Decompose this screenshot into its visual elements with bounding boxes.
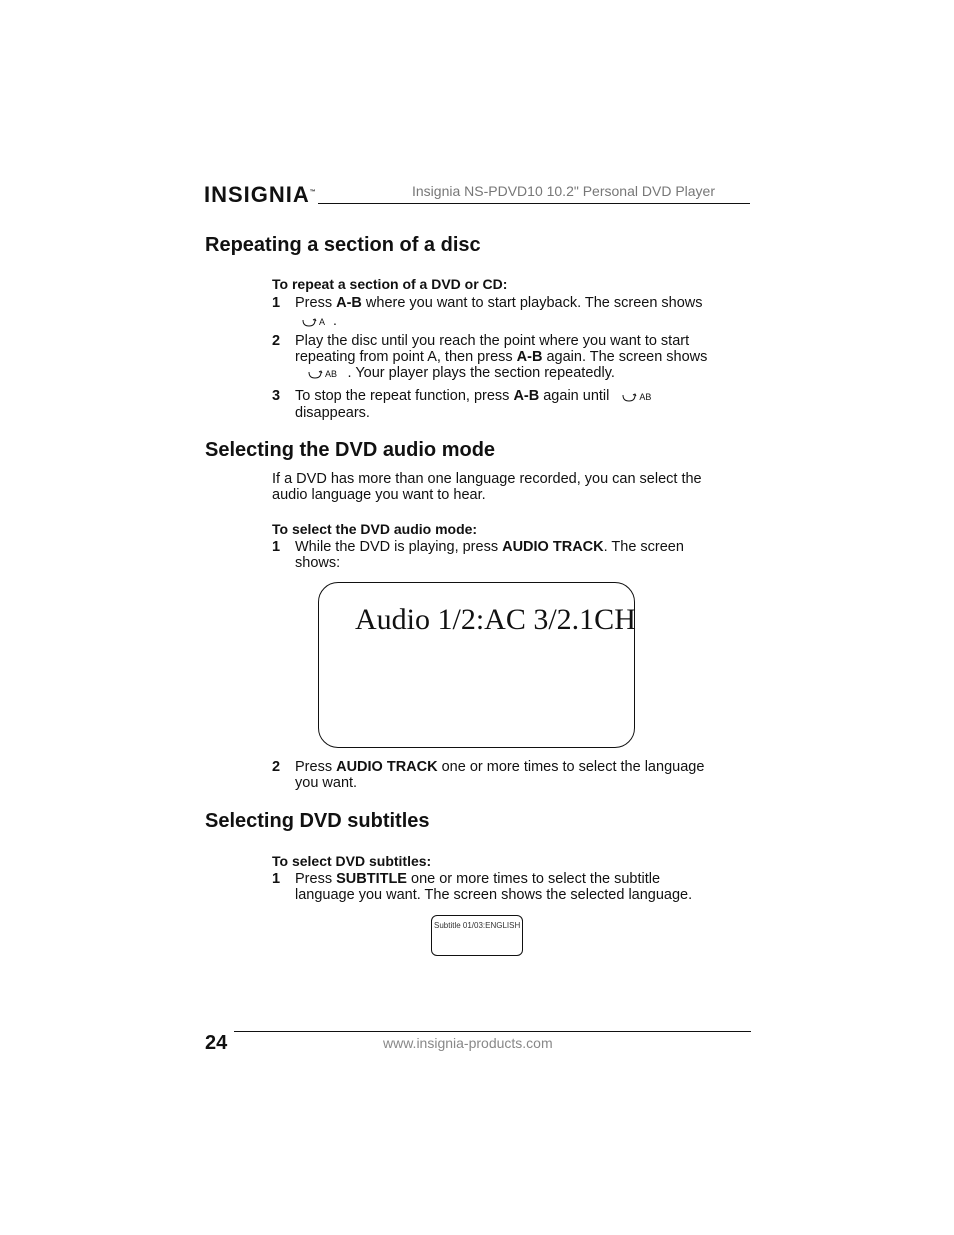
repeat-ab-indicator: AB [621,392,651,402]
step-number: 2 [272,333,281,349]
procedure-title-subtitles: To select DVD subtitles: [272,853,432,869]
repeat-icon [301,318,317,328]
step-number: 2 [272,759,281,775]
header-divider [318,203,750,204]
repeat-a-indicator: A . [301,312,337,330]
subtitle-screen-text: Subtitle 01/03:ENGLISH [434,921,521,930]
section-heading-audio: Selecting the DVD audio mode [205,439,496,461]
step-number: 3 [272,388,281,404]
step-number: 1 [272,295,281,311]
section-heading-subtitles: Selecting DVD subtitles [205,810,430,832]
procedure-title-repeat: To repeat a section of a DVD or CD: [272,276,508,292]
insignia-logo: INSIGNIA™ [204,182,317,207]
repeat-ab-indicator: AB [307,369,340,379]
footer-divider [234,1031,751,1032]
audio-intro: If a DVD has more than one language recorded, you can select the audio language you want to hear. [272,471,702,503]
document-title: Insignia NS-PDVD10 10.2" Personal DVD Player [412,183,715,199]
footer-url: www.insignia-products.com [383,1035,553,1051]
procedure-title-audio: To select the DVD audio mode: [272,521,478,537]
repeat-icon [307,370,323,380]
audio-screen-text: Audio 1/2:AC 3/2.1CH [355,603,636,636]
step-number: 1 [272,539,281,555]
section-heading-repeat: Repeating a section of a disc [205,234,481,256]
repeat-icon [621,393,637,403]
step-number: 1 [272,871,281,887]
page-number: 24 [205,1032,228,1054]
